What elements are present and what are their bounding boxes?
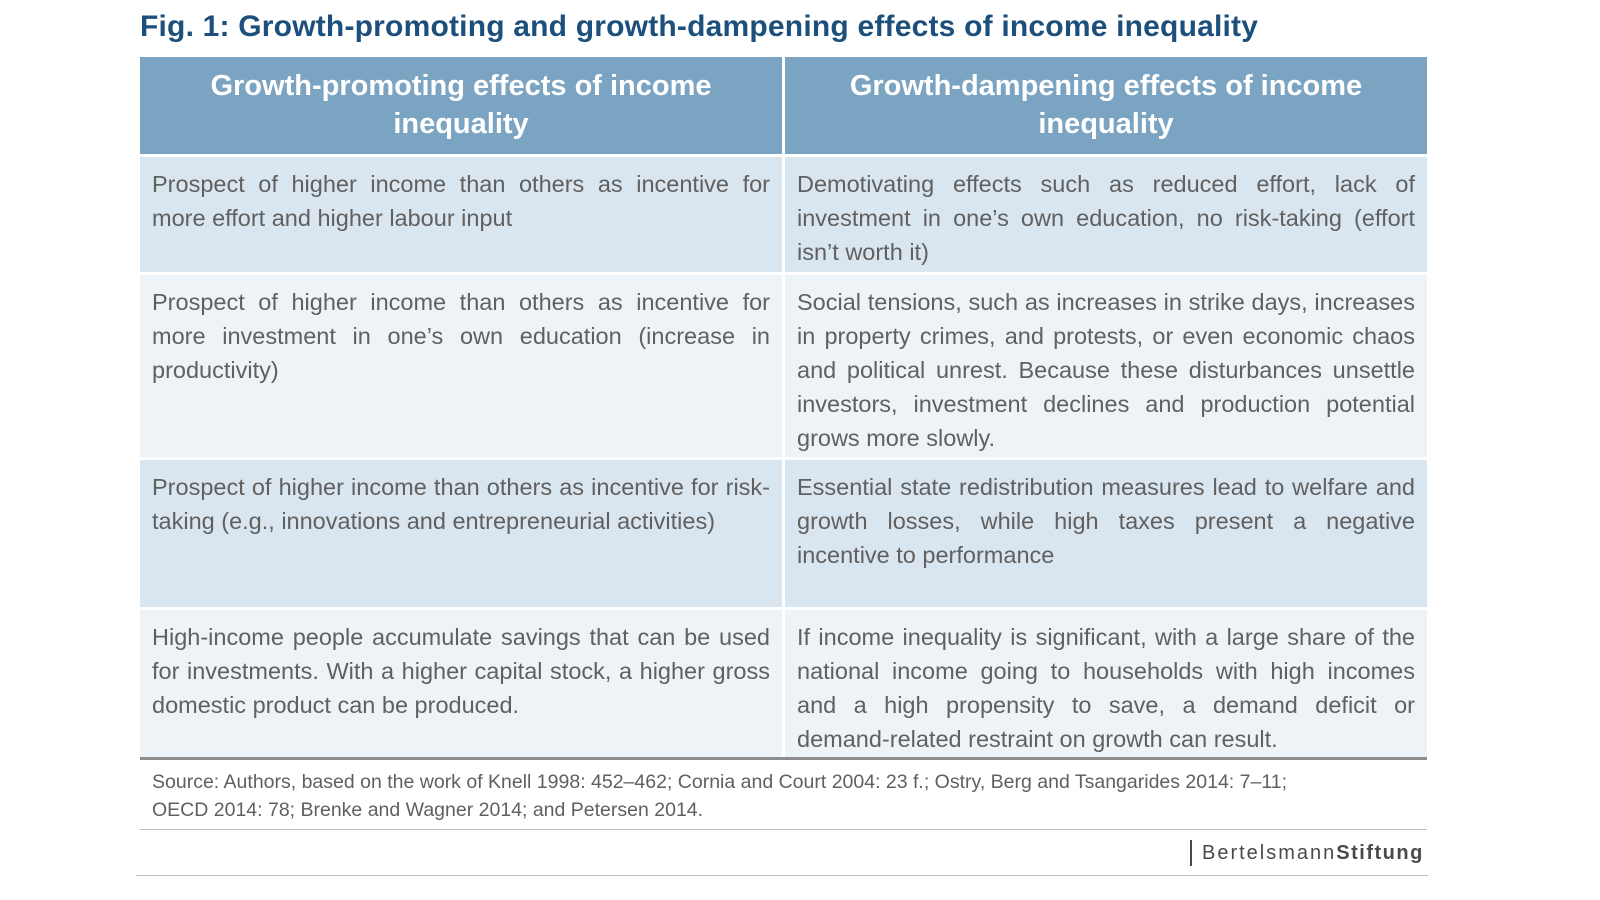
- footer-divider: [140, 829, 1427, 830]
- header-dampening: Growth-dampening effects of income inequality: [785, 57, 1427, 154]
- logo-text-stiftung: Stiftung: [1336, 841, 1424, 864]
- row-1-promoting: Prospect of higher income than others as incentive for more effort and higher labour input: [140, 157, 782, 272]
- header-promoting: Growth-promoting effects of income inequality: [140, 57, 782, 154]
- row-2-promoting: Prospect of higher income than others as incentive for more investment in one’s own education (increase in productivity): [140, 275, 782, 457]
- source-line-2: OECD 2014: 78; Brenke and Wagner 2014; and Petersen 2014.: [152, 799, 704, 821]
- figure-title: Fig. 1: Growth-promoting and growth-dampening effects of income inequality: [140, 10, 1259, 43]
- row-4-dampening: If income inequality is significant, with a large share of the national income going to households with high incomes and a high propensity to save, a demand deficit or demand-related restraint on growth can result.: [785, 610, 1427, 758]
- logo-text-bertelsmann: Bertelsmann: [1202, 841, 1337, 864]
- bertelsmann-stiftung-logo: [1190, 840, 1424, 866]
- table-bottom-rule: [140, 757, 1427, 760]
- row-4-promoting: High-income people accumulate savings that can be used for investments. With a higher capital stock, a higher gross domestic product can be produced.: [140, 610, 782, 758]
- row-2-dampening: Social tensions, such as increases in strike days, increases in property crimes, and protests, or even economic chaos and political unrest. Because these disturbances unsettle investors, investment declines and production potential grows more slowly.: [785, 275, 1427, 457]
- row-3-promoting: Prospect of higher income than others as incentive for risk-taking (e.g., innovations and entrepreneurial activities): [140, 460, 782, 607]
- row-3-dampening: Essential state redistribution measures lead to welfare and growth losses, while high taxes present a negative incentive to performance: [785, 460, 1427, 607]
- page-bottom-rule: [136, 875, 1428, 876]
- effects-table: [140, 57, 1427, 758]
- logo-bar-icon: [1190, 840, 1192, 866]
- source-line-1: Source: Authors, based on the work of Knell 1998: 452–462; Cornia and Court 2004: 23 f.; Ostry, Berg and Tsangarides 2014: 7–11;: [152, 771, 1287, 793]
- source-note: [152, 768, 1422, 824]
- row-1-dampening: Demotivating effects such as reduced effort, lack of investment in one’s own education, no risk-taking (effort isn’t worth it): [785, 157, 1427, 272]
